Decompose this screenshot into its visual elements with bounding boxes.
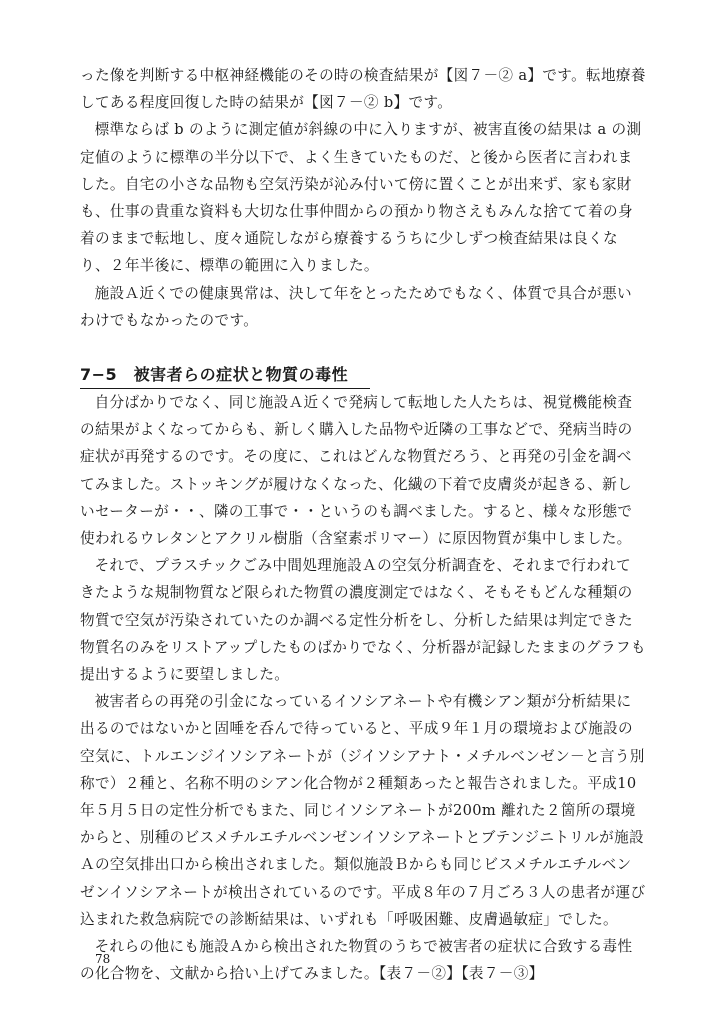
paragraph: それで、プラスチックごみ中間処理施設Ａの空気分析調査を、それまで行われてきたような規制物質など限られた物質の濃度測定ではなく、そもそもどんな種類の物質で空気が汚染されていたのか調べる定性分析をし、分析した結果は判定できた物質名のみをリストアップしたものばかりでなく、分析器が記録したままのグラフも提出するように要望しました。	[80, 557, 646, 684]
paragraph-continuation: った像を判断する中枢神経機能のその時の検査結果が【図７－② a】です。転地療養してある程度回復した時の結果が【図７－② b】です。	[80, 67, 646, 112]
body-text	[80, 62, 646, 988]
section-heading: 7−5 被害者らの症状と物質の毒性	[80, 361, 370, 389]
page-number: 78	[95, 952, 111, 966]
paragraph: 施設Ａ近くでの健康異常は、決して年をとったためでもなく、体質で具合が悪いわけでもなかったのです。	[80, 284, 632, 329]
paragraph: 被害者らの再発の引金になっているイソシアネートや有機シアン類が分析結果に出るのではないかと固唾を呑んで待っていると、平成９年１月の環境および施設の空気に、トルエンジイソシアネートが（ジイソシアナト・メチルベンゼン－と言う別称で）２種と、名称不明のシアン化合物が２種類あったと報告されました。平成10年５月５日の定性分析でもまた、同じイソシアネートが200m 離れた２箇所の環境からと、別種のビスメチルエチルベンゼンイソシアネートとブテンジニトリルが施設Ａの空気排出口から検出されました。類似施設Ｂからも同じビスメチルエチルベンゼンイソシアネートが検出されているのです。平成８年の７月ごろ３人の患者が運び込まれた救急病院での診断結果は、いずれも「呼吸困難、皮膚過敏症」でした。	[80, 693, 646, 928]
paragraph: 自分ばかりでなく、同じ施設Ａ近くで発病して転地した人たちは、視覚機能検査の結果がよくなってからも、新しく購入した品物や近隣の工事などで、発病当時の症状が再発するのです。その度に、これはどんな物質だろう、と再発の引金を調べてみました。ストッキングが履けなくなった、化繊の下着で皮膚炎が起きる、新しいセーターが・・、隣の工事で・・というのも調べました。すると、様々な形態で使われるウレタンとアクリル樹脂（含窒素ポリマー）に原因物質が集中しました。	[80, 394, 633, 548]
paragraph: 標準ならば b のように測定値が斜線の中に入りますが、被害直後の結果は a の測定値のように標準の半分以下で、よく生きていたものだ、と後から医者に言われました。自宅の小さな品物も空気汚染が沁み付いて傍に置くことが出来ず、家も家財も、仕事の貴重な資料も大切な仕事仲間からの預かり物さえもみんな捨てて着の身着のままで転地し、度々通院しながら療養するうちに少しずつ検査結果は良くなり、２年半後に、標準の範囲に入りました。	[80, 121, 642, 275]
paragraph: それらの他にも施設Ａから検出された物質のうちで被害者の症状に合致する毒性の化合物を、文献から拾い上げてみました。【表７－②】【表７－③】	[80, 938, 633, 983]
